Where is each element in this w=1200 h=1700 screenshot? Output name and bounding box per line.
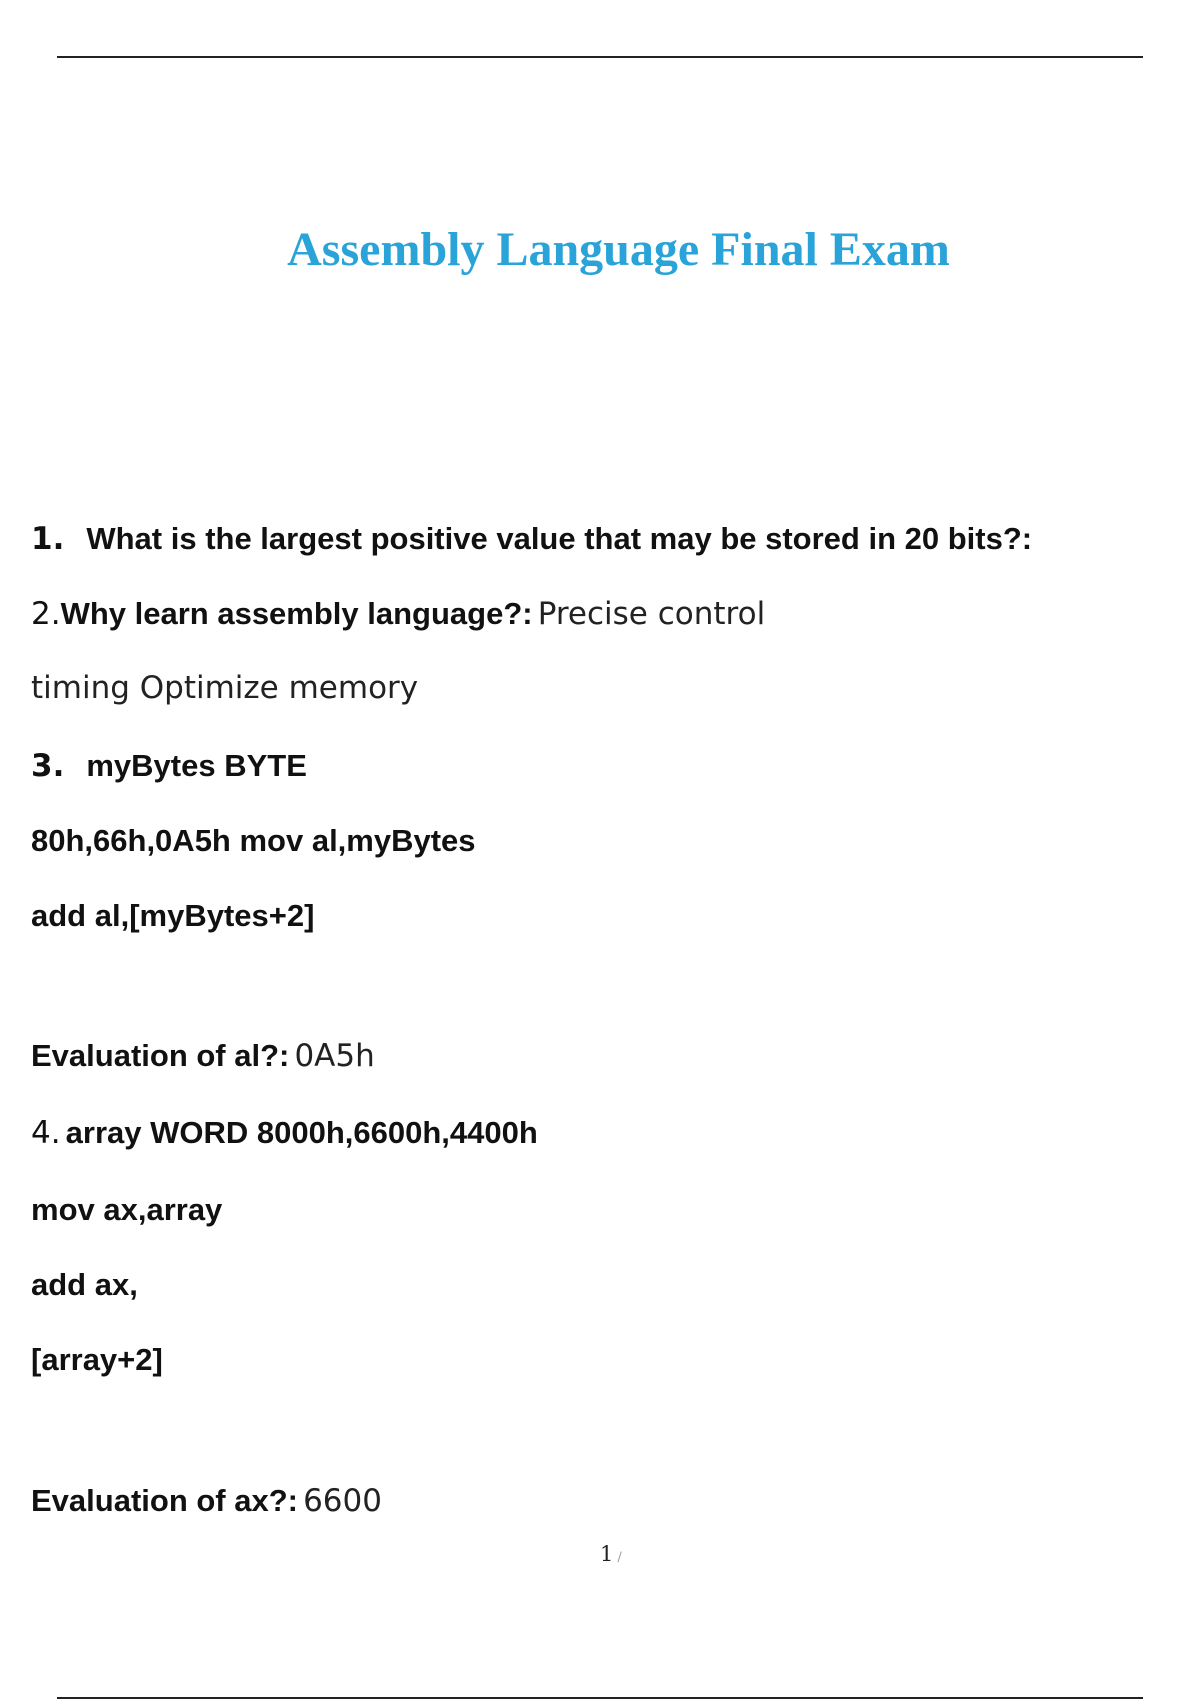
question-answer: timing Optimize memory [31, 670, 419, 706]
page-number-value: 1 [600, 1542, 614, 1566]
evaluation-label: Evaluation of al?: [31, 1038, 290, 1073]
question-4 [31, 1117, 538, 1149]
question-3-code [31, 825, 476, 856]
question-prompt: Why learn assembly language?: [60, 596, 533, 631]
question-4-code [31, 1194, 222, 1225]
code-line: array WORD 8000h,6600h,4400h [65, 1115, 538, 1150]
question-number: 2. [31, 596, 61, 632]
page-number [600, 1542, 622, 1566]
code-line: 80h,66h,0A5h mov al,myBytes [31, 823, 476, 858]
question-2 [31, 598, 765, 630]
header-rule [57, 56, 1143, 58]
question-2-answer-continued [31, 670, 419, 706]
code-line: [array+2] [31, 1342, 163, 1377]
question-4-code [31, 1269, 138, 1300]
code-line: myBytes BYTE [86, 748, 307, 783]
question-3 [31, 750, 307, 782]
question-4-code [31, 1344, 163, 1375]
page-number-separator: / [617, 1550, 622, 1565]
evaluation-label: Evaluation of ax?: [31, 1483, 298, 1518]
question-4-evaluation [31, 1485, 382, 1517]
question-1 [31, 523, 1032, 555]
code-line: add ax, [31, 1267, 138, 1302]
question-number: 4. [31, 1115, 61, 1151]
code-line: add al,[myBytes+2] [31, 898, 315, 933]
document-title: Assembly Language Final Exam [287, 223, 950, 276]
question-prompt: What is the largest positive value that may be stored in 20 bits?: [86, 521, 1033, 556]
footer-rule [57, 1697, 1143, 1699]
question-number: 3. [31, 748, 65, 784]
evaluation-answer: 6600 [303, 1483, 382, 1519]
code-line: mov ax,array [31, 1192, 223, 1227]
question-3-evaluation [31, 1040, 375, 1072]
evaluation-answer: 0A5h [294, 1038, 375, 1074]
question-number: 1. [31, 521, 65, 557]
question-3-code [31, 900, 314, 931]
question-answer: Precise control [537, 596, 766, 632]
